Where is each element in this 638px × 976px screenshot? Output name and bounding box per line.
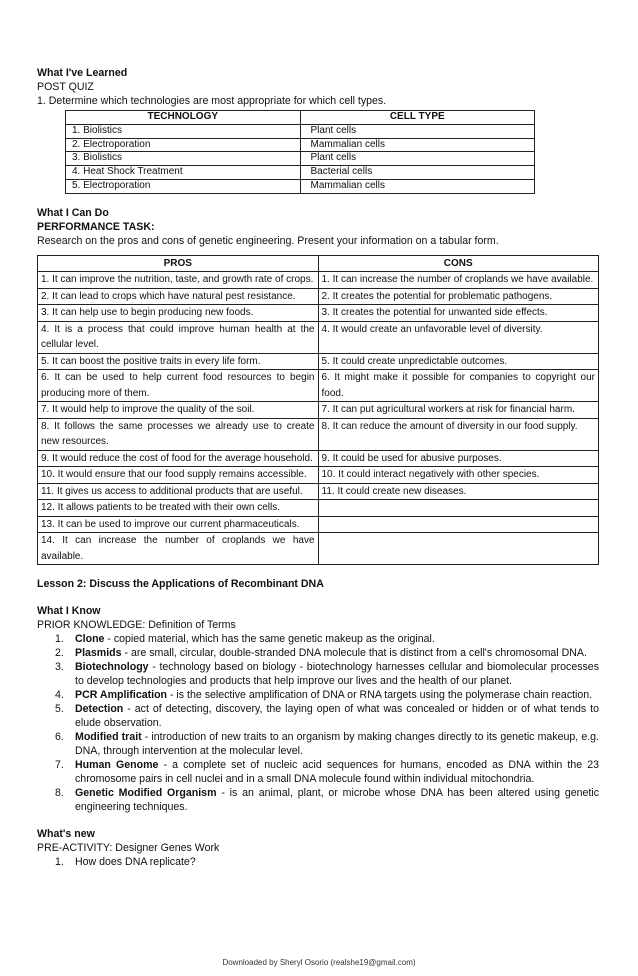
term-name: Genetic Modified Organism <box>75 786 217 799</box>
cell-type-cell: Plant cells <box>300 152 535 166</box>
download-footer: Downloaded by Sheryl Osorio (realshe19@gmail.com) <box>222 958 416 967</box>
learned-subheading: POST QUIZ <box>37 80 94 93</box>
list-item <box>37 661 599 689</box>
term-name: Human Genome <box>75 758 159 771</box>
item-number: 7. <box>55 758 64 771</box>
cons-cell: 9. It could be used for abusive purposes. <box>318 450 599 467</box>
list-item <box>37 731 599 759</box>
table-row <box>66 152 535 166</box>
pros-cell: 2. It can lead to crops which have natural pest resistance. <box>38 288 319 305</box>
column-header-pros: PROS <box>38 255 319 272</box>
term-definition: - copied material, which has the same genetic makeup as the original. <box>104 633 435 645</box>
table-header-row <box>38 255 599 272</box>
table-row <box>38 288 599 305</box>
list-item <box>37 633 599 647</box>
pros-cell: 8. It follows the same processes we already use to create new resources. <box>38 418 319 450</box>
table-row <box>38 467 599 484</box>
new-subheading: PRE-ACTIVITY: Designer Genes Work <box>37 841 220 854</box>
know-subheading: PRIOR KNOWLEDGE: Definition of Terms <box>37 619 236 632</box>
list-item <box>37 856 599 870</box>
table-row <box>66 124 535 138</box>
list-item <box>37 689 599 703</box>
pros-cell: 4. It is a process that could improve human health at the cellular level. <box>38 321 319 353</box>
technology-cell: 3. Biolistics <box>66 152 301 166</box>
post-quiz-table <box>65 110 535 194</box>
cons-cell: 11. It could create new diseases. <box>318 483 599 500</box>
item-number: 8. <box>55 786 64 799</box>
cons-cell <box>318 500 599 517</box>
table-row <box>38 533 599 565</box>
new-heading: What's new <box>37 827 95 840</box>
term-name: Clone <box>75 633 105 645</box>
technology-cell: 2. Electroporation <box>66 138 301 152</box>
table-row <box>38 370 599 402</box>
learned-heading: What I've Learned <box>37 67 128 79</box>
know-heading: What I Know <box>37 605 101 618</box>
column-header-technology: TECHNOLOGY <box>66 110 301 124</box>
term-definition: - act of detecting, discovery, the laying open of what was concealed or hidden or of what tends to elude observation. <box>75 702 599 729</box>
cons-cell: 10. It could interact negatively with other species. <box>318 467 599 484</box>
cons-cell: 5. It could create unpredictable outcomes. <box>318 353 599 370</box>
pros-cell: 14. It can increase the number of croplands we have available. <box>38 533 319 565</box>
performance-task-instruction: Research on the pros and cons of genetic engineering. Present your information on a tabular form. <box>37 234 499 247</box>
item-number: 3. <box>55 660 64 673</box>
term-definition: - are small, circular, double-stranded DNA molecule that is distinct from a cell's chromosomal DNA. <box>121 646 587 659</box>
cons-cell: 3. It creates the potential for unwanted side effects. <box>318 305 599 322</box>
cons-cell <box>318 533 599 565</box>
cons-cell: 8. It can reduce the amount of diversity in our food supply. <box>318 418 599 450</box>
term-name: Detection <box>75 702 124 715</box>
cons-cell <box>318 516 599 533</box>
table-row <box>66 166 535 180</box>
term-definition: - technology based on biology - biotechnology harnesses cellular and biomolecular processes to develop technologies and products that help improve our lives and the health of our planet. <box>75 660 599 687</box>
item-number: 1. <box>55 855 64 868</box>
item-number: 2. <box>55 646 64 659</box>
list-item <box>37 647 599 661</box>
column-header-cons: CONS <box>318 255 599 272</box>
term-name: Biotechnology <box>75 660 149 673</box>
term-name: PCR Amplification <box>75 688 168 701</box>
pros-cell: 5. It can boost the positive traits in every life form. <box>38 353 319 370</box>
item-number: 5. <box>55 702 64 715</box>
cell-type-cell: Mammalian cells <box>300 138 535 152</box>
cons-cell: 1. It can increase the number of croplands we have available. <box>318 272 599 289</box>
pros-cell: 1. It can improve the nutrition, taste, and growth rate of crops. <box>38 272 319 289</box>
pre-activity-list <box>37 856 599 870</box>
term-name: Modified trait <box>75 730 142 743</box>
can-do-heading: What I Can Do <box>37 206 109 219</box>
pros-cell: 10. It would ensure that our food supply remains accessible. <box>38 467 319 484</box>
table-row <box>66 179 535 193</box>
column-header-cell-type: CELL TYPE <box>300 110 535 124</box>
table-row <box>38 402 599 419</box>
cell-type-cell: Plant cells <box>300 124 535 138</box>
cell-type-cell: Bacterial cells <box>300 166 535 180</box>
item-number: 6. <box>55 730 64 743</box>
term-definition: - a complete set of nucleic acid sequences for humans, encoded as DNA within the 23 chromosome pairs in cell nuclei and in a small DNA molecule found within individual mitochondria. <box>75 758 600 785</box>
question-text: How does DNA replicate? <box>75 855 196 868</box>
list-item <box>37 703 599 731</box>
cons-cell: 6. It might make it possible for companies to copyright our food. <box>318 370 599 402</box>
table-row <box>38 321 599 353</box>
pros-cell: 3. It can help use to begin producing new foods. <box>38 305 319 322</box>
pros-cons-table <box>37 255 599 566</box>
table-row <box>38 500 599 517</box>
item-number: 1. <box>55 633 64 645</box>
definition-list <box>37 633 599 815</box>
term-definition: - is the selective amplification of DNA or RNA targets using the polymerase chain reaction. <box>167 688 593 701</box>
table-row <box>38 516 599 533</box>
quiz-question: 1. Determine which technologies are most appropriate for which cell types. <box>37 94 387 107</box>
pros-cell: 12. It allows patients to be treated with their own cells. <box>38 500 319 517</box>
table-row <box>38 272 599 289</box>
table-row <box>38 353 599 370</box>
table-row <box>38 483 599 500</box>
technology-cell: 1. Biolistics <box>66 124 301 138</box>
list-item <box>37 759 599 787</box>
pros-cell: 13. It can be used to improve our current pharmaceuticals. <box>38 516 319 533</box>
pros-cell: 9. It would reduce the cost of food for the average household. <box>38 450 319 467</box>
list-item <box>37 787 599 815</box>
pros-cell: 6. It can be used to help current food resources to begin producing more of them. <box>38 370 319 402</box>
pros-cell: 11. It gives us access to additional products that are useful. <box>38 483 319 500</box>
table-row <box>38 418 599 450</box>
term-definition: - introduction of new traits to an organism by making changes directly to its genetic makeup, e.g. DNA, through intervention at the molecular level. <box>75 730 599 757</box>
term-definition: - is an animal, plant, or microbe whose DNA has been altered using genetic engineering techniques. <box>75 786 599 813</box>
technology-cell: 4. Heat Shock Treatment <box>66 166 301 180</box>
item-number: 4. <box>55 688 64 701</box>
can-do-subheading: PERFORMANCE TASK: <box>37 220 155 233</box>
table-row <box>38 450 599 467</box>
technology-cell: 5. Electroporation <box>66 179 301 193</box>
cons-cell: 7. It can put agricultural workers at risk for financial harm. <box>318 402 599 419</box>
table-header-row <box>66 110 535 124</box>
pros-cell: 7. It would help to improve the quality of the soil. <box>38 402 319 419</box>
cons-cell: 4. It would create an unfavorable level of diversity. <box>318 321 599 353</box>
lesson-title: Lesson 2: Discuss the Applications of Recombinant DNA <box>37 578 324 591</box>
cons-cell: 2. It creates the potential for problematic pathogens. <box>318 288 599 305</box>
document-page <box>37 67 599 870</box>
table-row <box>38 305 599 322</box>
term-name: Plasmids <box>75 646 122 659</box>
cell-type-cell: Mammalian cells <box>300 179 535 193</box>
table-row <box>66 138 535 152</box>
